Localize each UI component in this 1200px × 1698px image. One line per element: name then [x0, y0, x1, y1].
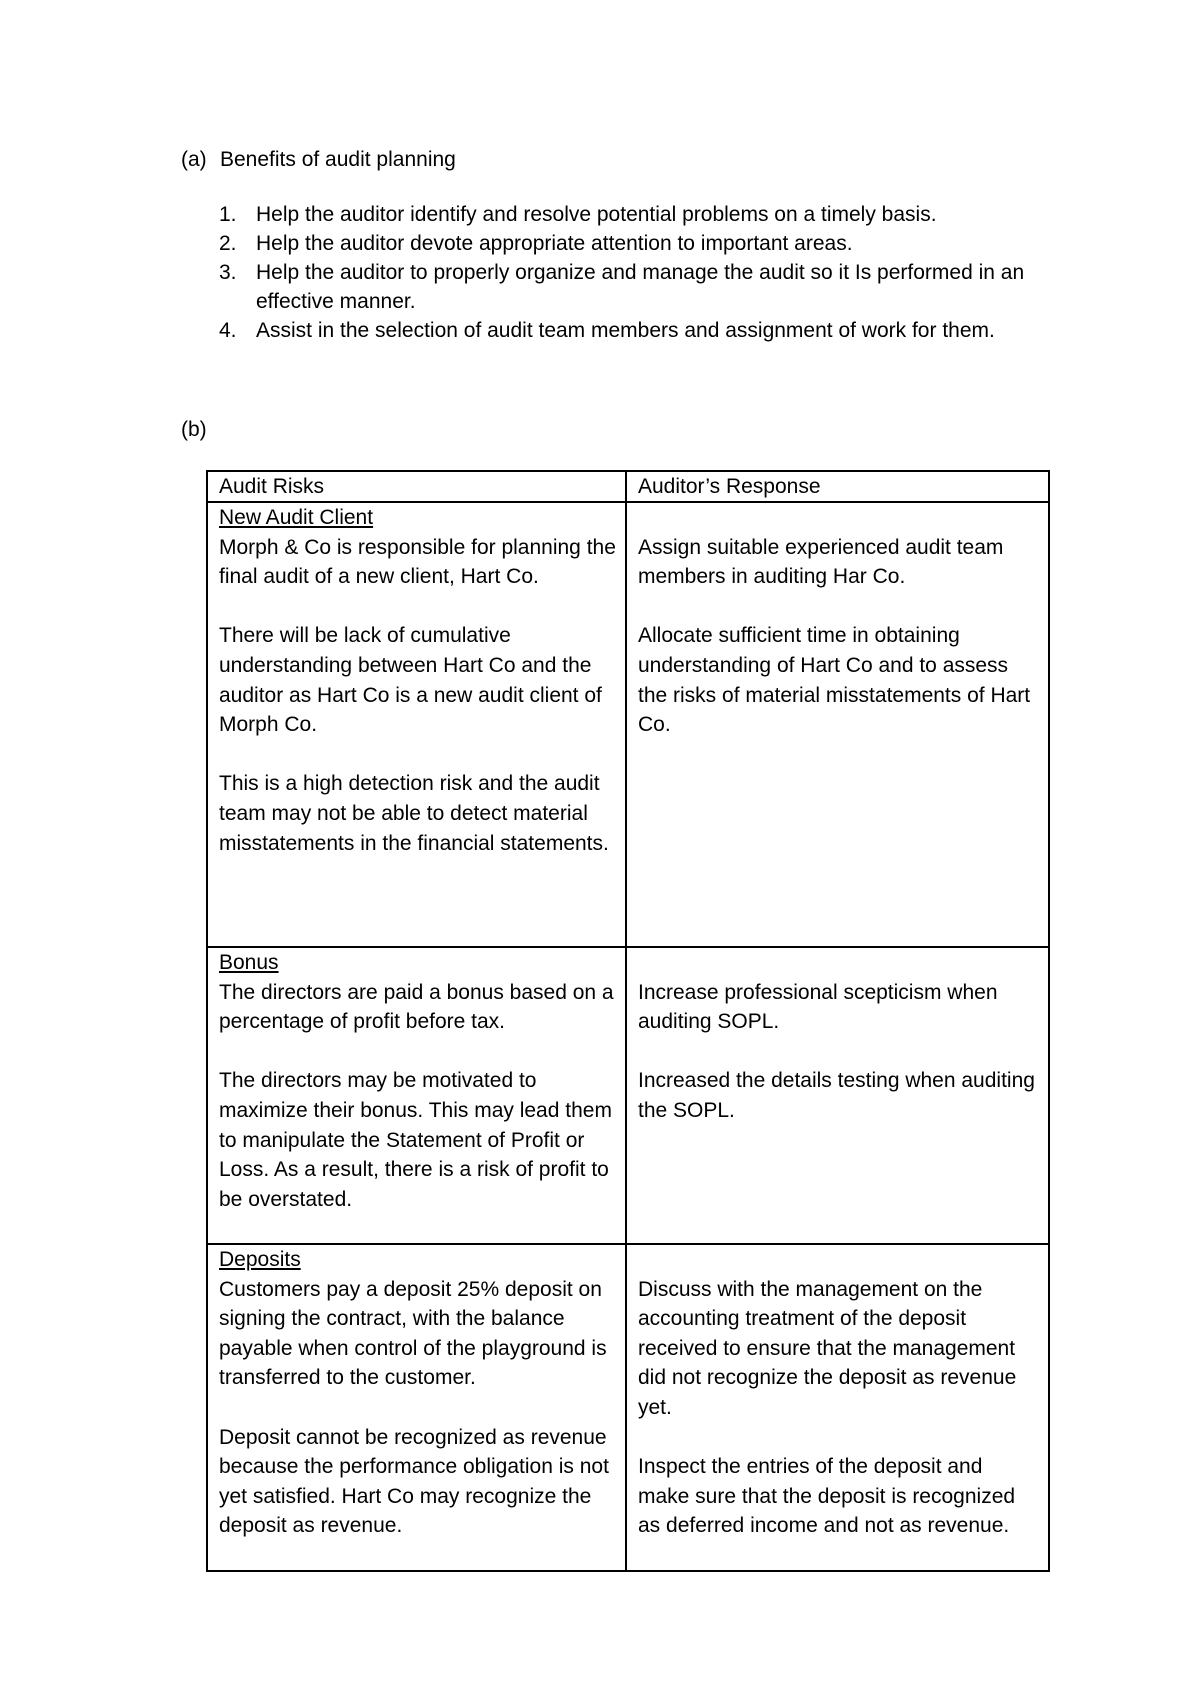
response-paragraph: Increase professional scepticism when auditing SOPL.	[638, 980, 998, 1034]
risk-paragraph: The directors may be motivated to maximize their bonus. This may lead them to manipulate the Statement of Profit or Loss. As a result, there is a risk of profit to be overstated.	[219, 1069, 612, 1211]
list-item	[181, 200, 1081, 229]
list-item-text: Help the auditor identify and resolve potential problems on a timely basis.	[256, 203, 937, 226]
column-header-audit-risks: Audit Risks	[207, 471, 626, 502]
risk-paragraph: Deposit cannot be recognized as revenue because the performance obligation is not yet satisfied. Hart Co may recognize the deposit as revenue.	[219, 1425, 609, 1538]
response-cell	[626, 1244, 1049, 1571]
list-item-text: Assist in the selection of audit team members and assignment of work for them.	[256, 319, 995, 342]
list-item-number: 3.	[219, 261, 237, 284]
list-item-number: 2.	[219, 232, 237, 255]
risk-paragraph: Morph & Co is responsible for planning the final audit of a new client, Hart Co.	[219, 535, 616, 589]
risk-paragraph: This is a high detection risk and the audit team may not be able to detect material misstatements in the financial statements.	[219, 772, 609, 855]
risk-cell	[207, 947, 626, 1244]
risk-title: Bonus	[219, 951, 279, 974]
section-a-marker: (a)	[181, 148, 207, 171]
response-cell	[626, 947, 1049, 1244]
risk-title: New Audit Client	[219, 506, 374, 529]
response-paragraph: Inspect the entries of the deposit and make sure that the deposit is recognized as deferred income and not as revenue.	[638, 1455, 1016, 1538]
benefits-list	[181, 200, 1081, 345]
section-a-title: Benefits of audit planning	[220, 148, 456, 171]
list-item-number: 1.	[219, 203, 237, 226]
risk-paragraph: The directors are paid a bonus based on a percentage of profit before tax.	[219, 980, 614, 1034]
section-b-marker: (b)	[181, 418, 207, 441]
list-item	[181, 229, 1081, 258]
risk-paragraph: Customers pay a deposit 25% deposit on signing the contract, with the balance payable when control of the playground is transferred to the customer.	[219, 1277, 607, 1390]
audit-risk-table	[206, 470, 1050, 1572]
table-row	[207, 947, 1049, 1244]
risk-title: Deposits	[219, 1248, 301, 1271]
risk-cell	[207, 502, 626, 947]
response-paragraph: Increased the details testing when auditing the SOPL.	[638, 1069, 1035, 1122]
column-header-auditors-response: Auditor’s Response	[626, 471, 1049, 502]
section-a-heading	[181, 146, 1081, 174]
response-cell	[626, 502, 1049, 947]
response-paragraph: Allocate sufficient time in obtaining understanding of Hart Co and to assess the risks of material misstatements of Hart Co.	[638, 624, 1031, 737]
table-row	[207, 502, 1049, 947]
response-paragraph: Discuss with the management on the accounting treatment of the deposit received to ensure that the management did not recognize the deposit as revenue yet.	[638, 1277, 1017, 1419]
risk-paragraph: There will be lack of cumulative understanding between Hart Co and the auditor as Hart Co is a new audit client of Morph Co.	[219, 624, 602, 737]
response-paragraph: Assign suitable experienced audit team members in auditing Har Co.	[638, 535, 1004, 589]
table-row	[207, 1244, 1049, 1571]
list-item-text: Help the auditor to properly organize and manage the audit so it Is performed in an effective manner.	[256, 261, 1025, 313]
list-item-text: Help the auditor devote appropriate attention to important areas.	[256, 232, 853, 255]
list-item	[181, 316, 1081, 345]
table-header-row	[207, 471, 1049, 502]
list-item	[181, 258, 1081, 316]
risk-cell	[207, 1244, 626, 1571]
section-a	[181, 146, 1081, 345]
list-item-number: 4.	[219, 319, 237, 342]
